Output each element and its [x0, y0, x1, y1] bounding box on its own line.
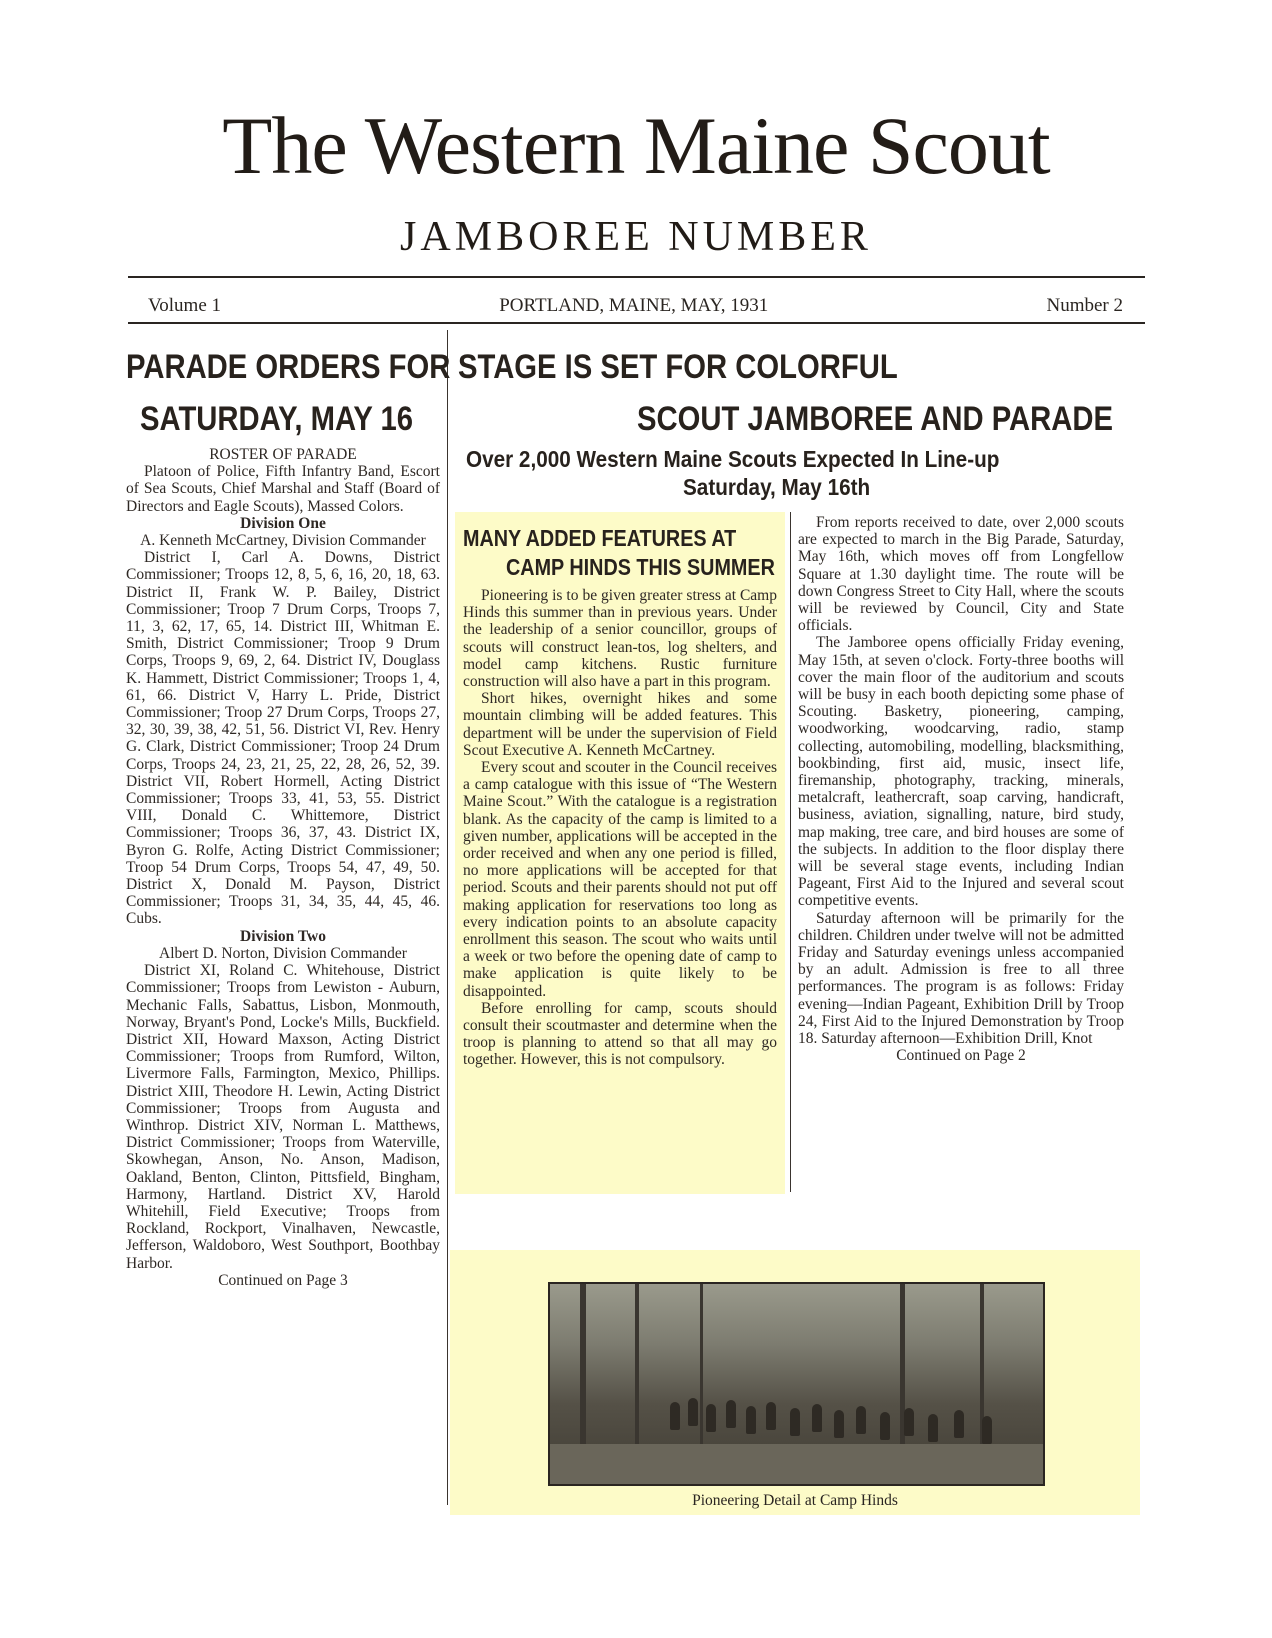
- main-deck-2: Saturday, May 16th: [683, 474, 871, 500]
- parade-orders-article: [126, 446, 440, 1289]
- pioneering-photo: [548, 1282, 1045, 1486]
- jamboree-article: [798, 514, 1124, 1065]
- features-paragraph-2: Short hikes, overnight hikes and some mountain climbing will be added features. This department will be under the supervision of Field Scout Executive A. Kenneth McCartney.: [463, 690, 777, 759]
- division-one-body: District I, Carl A. Downs, District Commissioner; Troops 12, 8, 5, 6, 16, 20, 18, 63. District II, Frank W. P. Bailey, District Commissioner; Troop 7 Drum Corps, Troops 7, 11, 3, 62, 17, 65, 14. District III, Whitman E. Smith, District Commissioner; Troop 9 Drum Corps, Troops 9, 69, 2, 64. District IV, Douglass K. Hammett, District Commissioner; Troops 1, 4, 61, 66. District V, Harry L. Pride, District Commissioner; Troop 27 Drum Corps, Troops 27, 32, 30, 39, 38, 42, 51, 56. District VI, Rev. Henry G. Clark, District Commissioner; Troop 24 Drum Corps, Troops 24, 23, 21, 25, 22, 28, 26, 52, 39. District VII, Robert Hormell, Acting District Commissioner; Troops 33, 41, 53, 55. District VIII, Donald C. Whittemore, District Commissioner; Troops 36, 37, 43. District IX, Byron G. Rolfe, Acting District Commissioner; Troop 54 Drum Corps, Troops 54, 47, 49, 50. District X, Donald M. Payson, District Commissioner; Troops 31, 34, 35, 44, 45, 46. Cubs.: [126, 549, 440, 928]
- main-deck-1: Over 2,000 Western Maine Scouts Expected In Line-up: [466, 446, 1000, 472]
- roster-heading: ROSTER OF PARADE: [209, 446, 357, 463]
- division-one-heading: Division One: [240, 514, 326, 532]
- bottom-rule: [128, 322, 1145, 324]
- features-article: [463, 587, 777, 1069]
- jamboree-paragraph-3: Saturday afternoon will be primarily for the children. Children under twelve will not be admitted Friday and Saturday evenings unless accompanied by an adult. Admission is free to all three performances. The program is as follows: Friday evening—Indian Pageant, Exhibition Drill by Troop 24, First Aid to the Injured Demonstration by Troop 18. Saturday afternoon—Exhibition Drill, Knot: [798, 909, 1124, 1048]
- masthead-title: The Western Maine Scout: [222, 100, 1050, 191]
- column-divider-left: [447, 330, 448, 1505]
- info-bar: [148, 295, 1123, 317]
- parade-headline-2: SATURDAY, MAY 16: [140, 400, 414, 438]
- volume-label: Volume 1: [148, 295, 222, 316]
- features-paragraph-1: Pioneering is to be given greater stress at Camp Hinds this summer than in previous years. Under the leadership of a senior councillor, groups of scouts will construct lean-tos, log shelters, and model camp kitchens. Rustic furniture construction will also have a part in this program.: [463, 587, 777, 691]
- features-paragraph-4: Before enrolling for camp, scouts should consult their scoutmaster and determine when the troop is planning to attend so that all may go together. However, this is not compulsory.: [463, 999, 777, 1069]
- division-two-commander: Albert D. Norton, Division Commander: [159, 944, 407, 962]
- roster-intro: Platoon of Police, Fifth Infantry Band, Escort of Sea Scouts, Chief Marshal and Staff (Board of Directors and Eagle Scouts), Massed Colors.: [126, 463, 440, 515]
- division-two-heading: Division Two: [240, 927, 326, 945]
- dateline: PORTLAND, MAINE, MAY, 1931: [499, 295, 769, 316]
- column-divider-right: [790, 512, 791, 1192]
- masthead-subtitle: JAMBOREE NUMBER: [400, 214, 872, 260]
- features-paragraph-3: Every scout and scouter in the Council receives a camp catalogue with this issue of “The Western Maine Scout.” With the catalogue is a registration blank. As the capacity of the camp is limited to a given number, applications will be accepted in the order received and when any one period is filled, no more applications will be accepted for that period. Scouts and their parents should not put off making application for reservations too long as every indication points to an absolute capacity enrollment this season. The scout who waits until a week or two before the opening date of camp to make application is quite likely to be disappointed.: [463, 759, 777, 1000]
- top-rule: [128, 276, 1145, 278]
- jamboree-paragraph-2: The Jamboree opens officially Friday evening, May 15th, at seven o'clock. Forty-three booths will cover the main floor of the auditorium and scouts will be busy in each booth depicting some phase of Scouting. Basketry, pioneering, camping, woodworking, woodcarving, radio, stamp collecting, automobiling, modelling, blacksmithing, bookbinding, first aid, music, insect life, firemanship, photography, tracking, minerals, metalcraft, leathercraft, soap carving, handicraft, business, aviation, signalling, nature, bird study, map making, tree care, and bird houses are some of the subjects. In addition to the floor display there will be several stage events, including Indian Pageant, First Aid to the Injured and several scout competitive events.: [798, 634, 1124, 910]
- jamboree-continued: Continued on Page 2: [896, 1047, 1026, 1065]
- jamboree-paragraph-1: From reports received to date, over 2,000 scouts are expected to march in the Big Parade, Saturday, May 16th, which moves off from Longfellow Square at 1.30 daylight time. The route will be down Congress Street to City Hall, where the scouts will be reviewed by Council, City and State officials.: [798, 514, 1124, 635]
- features-headline-1: MANY ADDED FEATURES AT: [463, 525, 737, 551]
- division-one-commander: A. Kenneth McCartney, Division Commander: [140, 532, 426, 550]
- division-two-body: District XI, Roland C. Whitehouse, District Commissioner; Troops from Lewiston - Auburn, Mechanic Falls, Sabattus, Lisbon, Monmouth, Norway, Bryant's Pond, Locke's Mills, Buckfield. District XII, Howard Maxson, Acting District Commissioner; Troops from Rumford, Wilton, Livermore Falls, Farmington, Mexico, Phillips. District XIII, Theodore H. Lewin, Acting District Commissioner; Troops from Augusta and Winthrop. District XIV, Norman L. Matthews, District Commissioner; Troops from Waterville, Skowhegan, Anson, No. Anson, Madison, Oakland, Benton, Clinton, Pittsfield, Bingham, Harmony, Hartland. District XV, Harold Whitehill, Field Executive; Troops from Rockland, Rockport, Vinalhaven, Newcastle, Jefferson, Waldoboro, West Southport, Boothbay Harbor.: [126, 962, 440, 1272]
- parade-headline-1: PARADE ORDERS FOR: [126, 348, 451, 386]
- parade-continued: Continued on Page 3: [218, 1271, 348, 1289]
- main-headline-2: SCOUT JAMBOREE AND PARADE: [637, 400, 1113, 438]
- number-label: Number 2: [1046, 295, 1123, 316]
- features-headline-2: CAMP HINDS THIS SUMMER: [506, 554, 775, 580]
- main-headline-1: STAGE IS SET FOR COLORFUL: [458, 348, 898, 386]
- photo-caption: Pioneering Detail at Camp Hinds: [692, 1492, 898, 1509]
